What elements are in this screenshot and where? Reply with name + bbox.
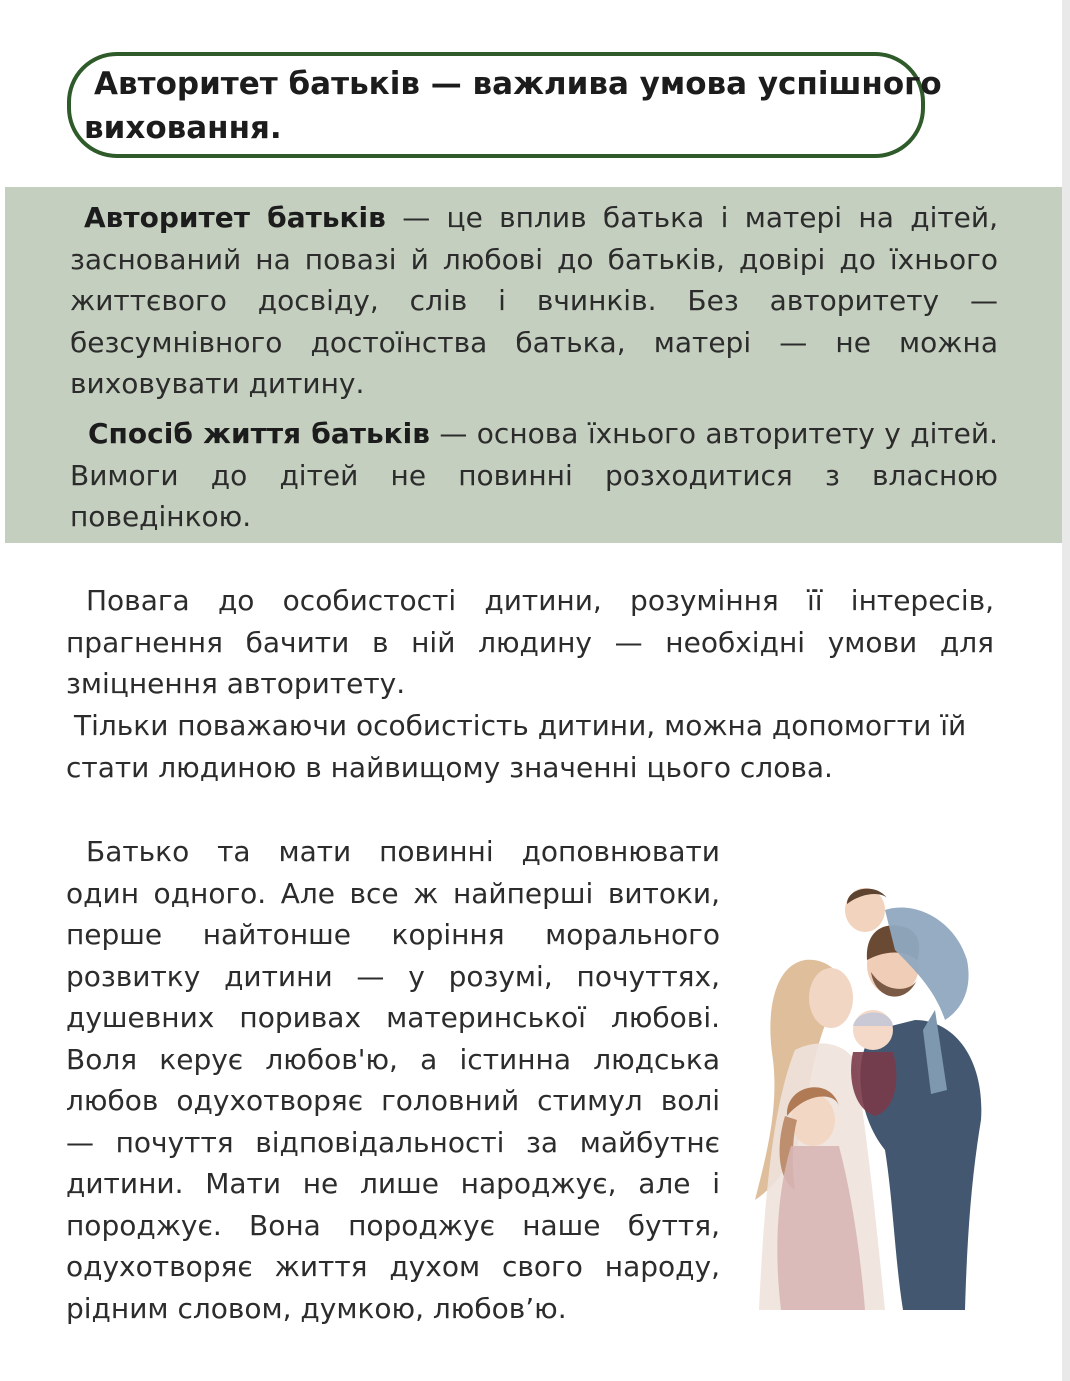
- title-line-1: Авторитет батьків — важлива умова успішного: [94, 66, 942, 102]
- definition-parent-authority: [70, 197, 998, 405]
- definition-parents-lifestyle: [70, 413, 998, 538]
- paragraph-only-respecting: Тільки поважаючи особистість дитини, можна допомогти їй стати людиною в найвищому значенні цього слова.: [66, 709, 967, 784]
- definition-text: — це вплив батька і матері на дітей, заснований на повазі й любові до батьків, довірі до їхнього життєвого досвіду, слів і вчинків. Без авторитету — безсумнівного достоїнства батька, матері — не можна виховувати дитину.: [70, 201, 998, 400]
- paragraph-father-mother: Батько та мати повинні доповнювати один одного. Але все ж найперші витоки, перше найтонше коріння морального розвитку дитини — у розумі, почуттях, душевних поривах материнської любові. Воля керує любов'ю, а істинна людська любов одухотворяє головний стимул волі — почуття відповідальності за майбутнє дитини. Мати не лише народжує, але і породжує. Вона породжує наше буття, одухотворяє життя духом свого народу, рідним словом, думкою, любов’ю.: [66, 835, 720, 1325]
- definition-term: Спосіб життя батьків: [88, 417, 430, 450]
- family-illustration-icon: [735, 880, 995, 1320]
- page-edge: [1062, 0, 1070, 1381]
- title-line-2: виховання.: [84, 110, 282, 146]
- paragraph-respect: Повага до особистості дитини, розуміння її інтересів, прагнення бачити в ній людину — необхідні умови для зміцнення авторитету.: [66, 584, 994, 700]
- definition-text: — основа їхнього авторитету у дітей. Вимоги до дітей не повинні розходитися з власною поведінкою.: [70, 417, 998, 533]
- page-title: [84, 62, 942, 150]
- definition-term: Авторитет батьків: [84, 201, 386, 234]
